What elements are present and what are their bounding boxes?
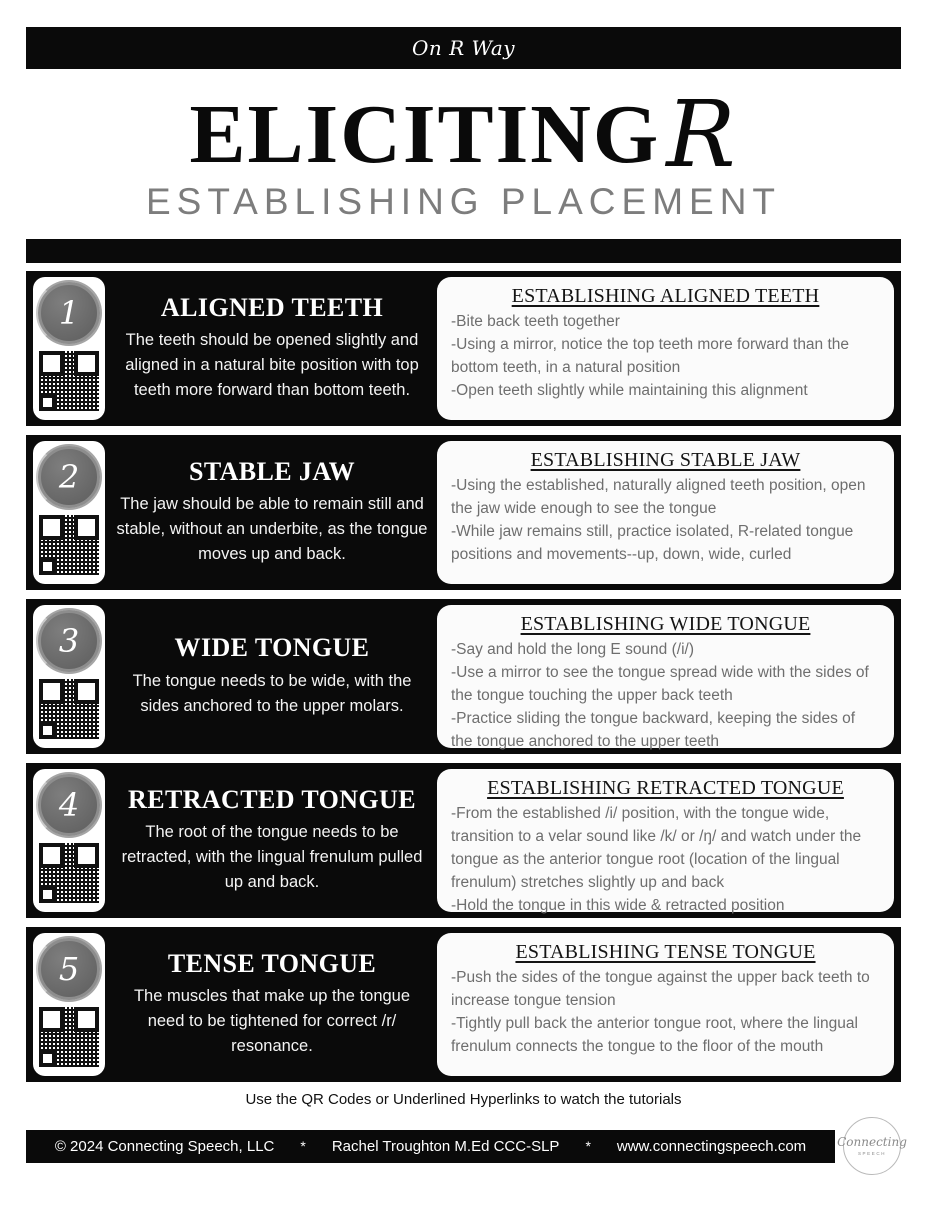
step-title: STABLE JAW — [188, 456, 356, 486]
step-number: 2 — [58, 458, 80, 496]
top-banner — [26, 27, 901, 69]
establishing-card — [437, 769, 894, 912]
establishing-lines — [451, 311, 880, 403]
step-row — [26, 927, 901, 1082]
step-body: The muscles that make up the tongue need to be tightened for correct /r/ resonance. — [133, 987, 411, 1056]
footer-bar-wrap — [26, 1117, 907, 1175]
step-row — [26, 271, 901, 426]
page-title — [26, 81, 901, 188]
footer-copyright: © 2024 Connecting Speech, LLC — [54, 1137, 275, 1155]
step-body: The root of the tongue needs to be retracted, with the lingual frenulum pulled up and back. — [121, 823, 423, 892]
establishing-title[interactable]: ESTABLISHING RETRACTED TONGUE — [487, 777, 844, 799]
step-number-badge — [38, 610, 100, 672]
qr-code-icon[interactable] — [39, 1007, 99, 1067]
establishing-title[interactable]: ESTABLISHING TENSE TONGUE — [515, 941, 816, 963]
step-body: The teeth should be opened slightly and aligned in a natural bite position with top teeth more forward than bottom teeth. — [125, 331, 419, 400]
qr-code-icon[interactable] — [39, 679, 99, 739]
badge-column — [33, 769, 105, 912]
step-number-badge — [38, 282, 100, 344]
logo-sub-text: SPEECH — [857, 1151, 887, 1156]
logo-script-text: Connecting — [837, 1135, 907, 1149]
establishing-card — [437, 933, 894, 1076]
establishing-lines — [451, 639, 880, 754]
footer-website-link[interactable]: www.connectingspeech.com — [616, 1137, 807, 1155]
step-body: The jaw should be able to remain still and stable, without an underbite, as the tongue moves up and back. — [116, 495, 428, 564]
step-number: 5 — [58, 950, 80, 988]
establishing-line: -Using a mirror, notice the top teeth more forward than the bottom teeth, in a natural position — [451, 335, 850, 376]
step-title: ALIGNED TEETH — [160, 292, 384, 322]
qr-code-icon[interactable] — [39, 351, 99, 411]
step-body: The tongue needs to be wide, with the sides anchored to the upper molars. — [132, 671, 412, 715]
footer-separator-star: * — [585, 1138, 591, 1154]
poster-page — [0, 27, 927, 1227]
footer-note: Use the QR Codes or Underlined Hyperlinks to watch the tutorials — [245, 1091, 682, 1108]
footer-bar — [26, 1130, 835, 1163]
step-description — [105, 634, 437, 719]
step-row — [26, 599, 901, 754]
establishing-title[interactable]: ESTABLISHING WIDE TONGUE — [520, 613, 811, 635]
divider-bar — [26, 239, 901, 263]
establishing-card — [437, 277, 894, 420]
establishing-line: -Use a mirror to see the tongue spread wide with the sides of the tongue touching the upper back teeth — [451, 663, 869, 704]
establishing-line: -Tightly pull back the anterior tongue root, where the lingual frenulum connects the tongue to the floor of the mouth — [451, 1014, 858, 1055]
qr-code-icon[interactable] — [39, 843, 99, 903]
establishing-line: -Hold the tongue in this wide & retracted position — [451, 896, 785, 914]
step-number: 4 — [58, 786, 80, 824]
step-number: 3 — [58, 622, 80, 660]
establishing-line: -Practice sliding the tongue backward, keeping the sides of the tongue anchored to the upper teeth — [451, 709, 856, 750]
establishing-lines — [451, 967, 880, 1059]
badge-column — [33, 277, 105, 420]
step-number-badge — [38, 938, 100, 1000]
step-title: TENSE TONGUE — [167, 948, 377, 978]
establishing-line: -Push the sides of the tongue against the upper back teeth to increase tongue tension — [451, 969, 870, 1009]
establishing-lines — [451, 475, 880, 567]
qr-code-icon[interactable] — [39, 515, 99, 575]
step-number: 1 — [58, 294, 80, 332]
brand-script-logo: On R Way — [411, 36, 516, 60]
badge-column — [33, 441, 105, 584]
establishing-line: -Bite back teeth together — [451, 313, 620, 330]
step-number-badge — [38, 446, 100, 508]
establishing-line: -Open teeth slightly while maintaining this alignment — [451, 381, 808, 399]
step-description — [105, 458, 437, 568]
badge-column — [33, 933, 105, 1076]
establishing-title[interactable]: ESTABLISHING ALIGNED TEETH — [511, 285, 820, 307]
page-title-r-glyph: R — [666, 81, 738, 188]
step-row — [26, 763, 901, 918]
establishing-line: -Say and hold the long E sound (/i/) — [451, 641, 694, 658]
establishing-card — [437, 605, 894, 748]
establishing-line: -From the established /i/ position, with the tongue wide, transition to a velar sound like /k/ or /ŋ/ and watch under the tongue as the anterior tongue root (location of the lingual frenulum) stretches slightly up and back — [451, 805, 862, 891]
step-description — [105, 950, 437, 1060]
step-description — [105, 786, 437, 896]
step-row — [26, 435, 901, 590]
step-title: RETRACTED TONGUE — [128, 784, 416, 814]
step-title: WIDE TONGUE — [174, 633, 370, 663]
step-description — [105, 294, 437, 404]
title-block — [26, 69, 901, 223]
establishing-line: -While jaw remains still, practice isolated, R-related tongue positions and movements--up, down, wide, curled — [451, 522, 854, 563]
connecting-speech-logo — [837, 1117, 907, 1175]
footer-author: Rachel Troughton M.Ed CCC-SLP — [331, 1137, 560, 1155]
establishing-line: -Using the established, naturally aligned teeth position, open the jaw wide enough to see the tongue — [451, 477, 866, 517]
step-number-badge — [38, 774, 100, 836]
establishing-card — [437, 441, 894, 584]
page-subtitle: ESTABLISHING PLACEMENT — [145, 181, 782, 222]
steps-list — [26, 271, 901, 1082]
page-title-text: ELICITING — [189, 88, 661, 181]
footer-separator-star: * — [300, 1138, 306, 1154]
badge-column — [33, 605, 105, 748]
establishing-title[interactable]: ESTABLISHING STABLE JAW — [530, 449, 801, 471]
establishing-lines — [451, 803, 880, 918]
